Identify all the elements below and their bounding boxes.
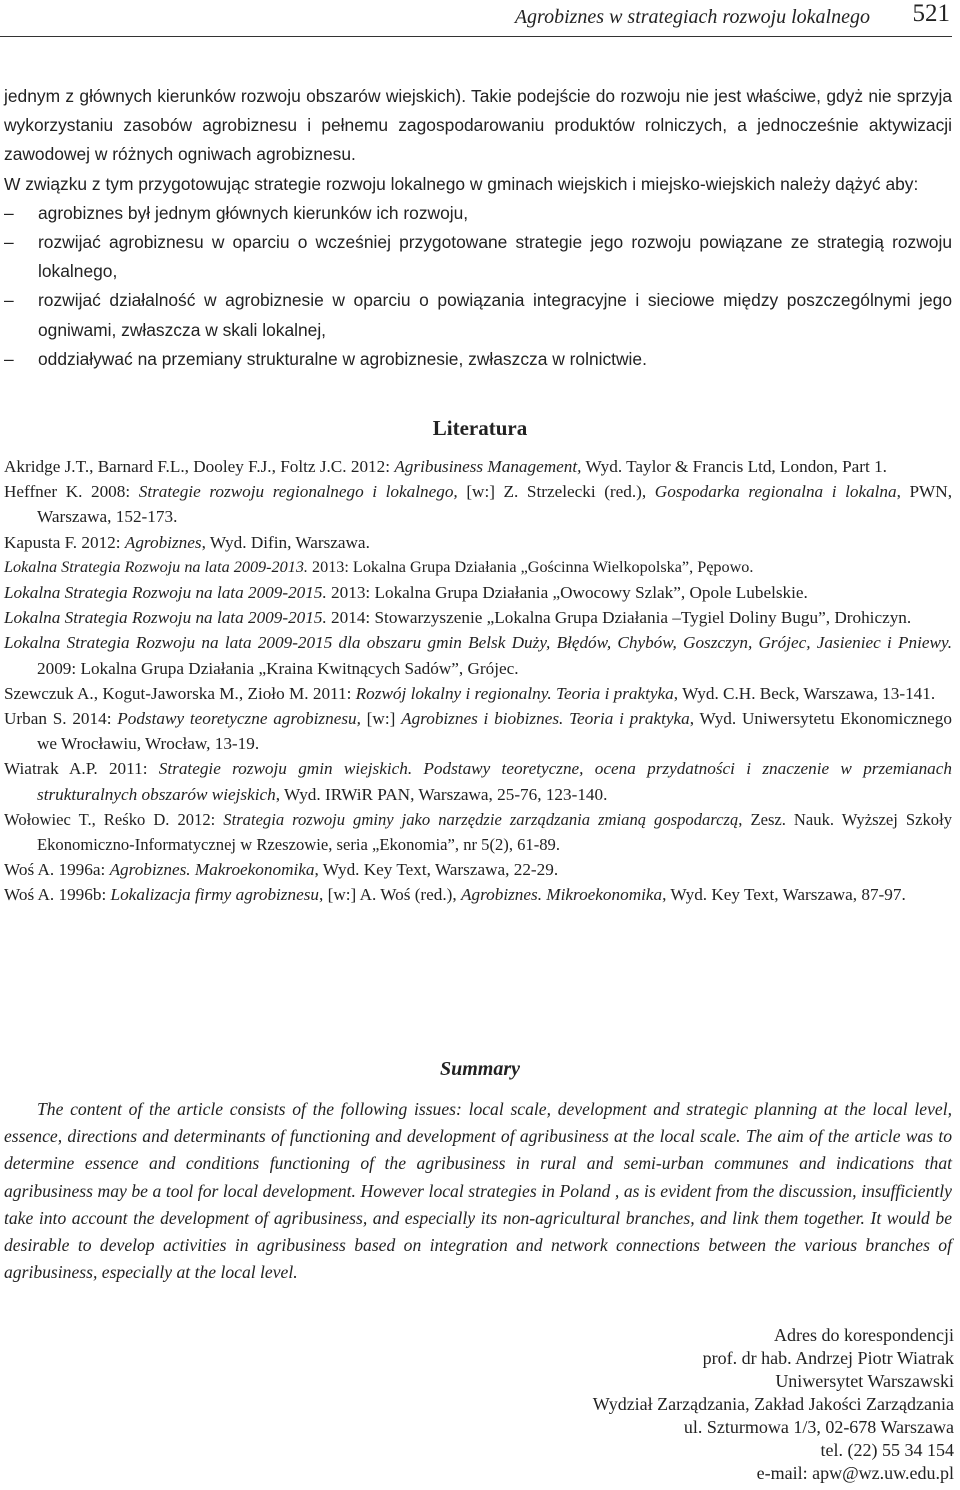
ref-author: Urban S. 2014: — [4, 709, 118, 729]
ref-title: Lokalna Strategia Rozwoju na lata 2009-2013. — [4, 557, 308, 576]
running-title: Agrobiznes w strategiach rozwoju lokalnego — [514, 6, 870, 28]
dash-list — [4, 199, 952, 374]
list-item — [4, 199, 952, 228]
ref-title: Strategie rozwoju regionalnego i lokalnego, — [138, 482, 458, 502]
ref-details: , [w:] A. Woś (red.), — [319, 885, 461, 905]
summary-heading: Summary — [439, 1058, 521, 1080]
summary-text: The content of the article consists of the following issues: local scale, development and strategic planning at the local level, essence, directions and determinants of functioning and development of agribusiness at the local scale. The aim of the article was to determine essence and conditions functioning of the agribusiness in rural and semi-urban communes and indications that agribusiness may be a tool for local development. However local strategies in Poland , as is evident from the discussion, insufficiently take into account the development of agribusiness, and especially its non-agricultural branches, and link them together. It would be desirable to develop activities in agribusiness based on integration and network connections between the various branches of agribusiness, especially at the local level. — [4, 1099, 952, 1283]
reference-list — [4, 454, 952, 908]
ref-details: 2009: Lokalna Grupa Działania „Kraina Kwitnących Sadów”, Grójec. — [37, 658, 519, 678]
ref-title: Strategia rozwoju gminy jako narzędzie zarządzania zmianą gospodarczą — [223, 809, 739, 829]
list-item-text: agrobiznes był jednym głównych kierunków ich rozwoju, — [38, 202, 469, 223]
ref-details: [w:] Z. Strzelecki (red.), — [457, 482, 655, 502]
email: e-mail: apw@wz.uw.edu.pl — [756, 1463, 954, 1483]
ref-title: Lokalna Strategia Rozwoju na lata 2009-2015. — [4, 583, 327, 603]
list-item — [4, 228, 952, 286]
street-address: ul. Szturmowa 1/3, 02-678 Warszawa — [683, 1417, 954, 1437]
reference-item — [4, 681, 952, 706]
reference-item — [4, 479, 952, 529]
ref-details: 2014: Stowarzyszenie „Lokalna Grupa Działania –Tygiel Doliny Bugu”, Drohiczyn. — [326, 608, 912, 628]
ref-source: Gospodarka regionalna i lokalna — [654, 482, 897, 502]
body-text — [4, 82, 952, 374]
ref-details: , Wyd. IRWiR PAN, Warszawa, 25-76, 123-140. — [275, 784, 608, 804]
dash-bullet: – — [4, 348, 14, 369]
reference-item — [4, 756, 952, 806]
ref-source: Agrobiznes i biobiznes. Teoria i praktyka — [401, 709, 690, 729]
list-item-text: rozwijać agrobiznesu w oparciu o wcześniej przygotowane strategie jego rozwoju powiązane ze strategią rozwoju lokalnego, — [38, 232, 952, 282]
ref-title: Agribusiness Management, — [394, 457, 582, 476]
list-item-text: oddziaływać na przemiany strukturalne w agrobiznesie, zwłaszcza w rolnictwie. — [38, 348, 647, 369]
ref-author: Woś A. 1996b: — [4, 885, 111, 905]
list-item — [4, 286, 952, 344]
phone: tel. (22) 55 34 154 — [820, 1440, 954, 1460]
ref-details: Wyd. Taylor & Francis Ltd, London, Part 1. — [581, 457, 887, 476]
ref-title: Lokalna Strategia Rozwoju na lata 2009-2015 dla obszaru gmin Belsk Duży, Błędów, Chybów, Goszczyn, Grójec, Jasieniec i Pniewy. — [4, 633, 952, 653]
ref-author: Heffner K. 2008: — [4, 482, 139, 502]
list-item-text: rozwijać działalność w agrobiznesie w oparciu o powiązania integracyjne i sieciowe między poszczególnymi jego ogniwami, zwłaszcza w skali lokalnej, — [38, 290, 952, 340]
dash-bullet: – — [4, 202, 14, 223]
ref-author: Kapusta F. 2012: — [4, 532, 125, 552]
reference-item — [4, 605, 952, 630]
ref-details: , Wyd. C.H. Beck, Warszawa, 13-141. — [673, 683, 936, 703]
reference-item — [4, 555, 952, 580]
paragraph: W związku z tym przygotowując strategie rozwoju lokalnego w gminach wiejskich i miejsko-wiejskich należy dążyć aby: — [4, 173, 919, 194]
ref-details: , Wyd. Difin, Warszawa. — [201, 532, 370, 552]
university: Uniwersytet Warszawski — [775, 1371, 954, 1391]
department: Wydział Zarządzania, Zakład Jakości Zarządzania — [592, 1394, 954, 1414]
reference-item — [4, 630, 952, 680]
literature-heading: Literatura — [432, 416, 528, 440]
ref-title: Agrobiznes. Makroekonomika — [109, 860, 315, 880]
ref-title: Lokalna Strategia Rozwoju na lata 2009-2015. — [4, 608, 327, 628]
dash-bullet: – — [4, 232, 14, 253]
reference-item — [4, 857, 952, 882]
ref-author: Szewczuk A., Kogut-Jaworska M., Zioło M. 2011: — [4, 683, 356, 703]
dash-bullet: – — [4, 290, 14, 311]
ref-details: [w:] — [360, 709, 402, 729]
ref-author: Wiatrak A.P. 2011: — [4, 759, 159, 779]
ref-title: Rozwój lokalny i regionalny. Teoria i praktyka — [355, 683, 674, 703]
reference-item — [4, 882, 952, 907]
reference-item — [4, 454, 952, 479]
reference-item — [4, 706, 952, 756]
ref-author: Woś A. 1996a: — [4, 860, 110, 880]
ref-details: , Wyd. Key Text, Warszawa, 22-29. — [314, 860, 559, 880]
ref-title: Lokalizacja firmy agrobiznesu — [110, 885, 320, 905]
list-item — [4, 345, 952, 374]
reference-item — [4, 530, 952, 555]
author-name: prof. dr hab. Andrzej Piotr Wiatrak — [702, 1348, 954, 1368]
ref-publisher: , Wyd. Uniwersytetu Ekonomicznego we Wrocławiu, Wrocław, 13-19. — [37, 709, 952, 754]
paragraph: jednym z głównych kierunków rozwoju obszarów wiejskich). Takie podejście do rozwoju nie jest właściwe, gdyż nie sprzyja wykorzystaniu zasobów agrobiznesu i pełnemu zagospodarowaniu produktów rolniczych, a jednocześnie aktywizacji zawodowej w różnych ogniwach agrobiznesu. — [4, 86, 952, 165]
ref-author: Akridge J.T., Barnard F.L., Dooley F.J., Foltz J.C. 2012: — [4, 457, 395, 476]
ref-title: Podstawy teoretyczne agrobiznesu, — [117, 709, 361, 729]
ref-publisher: , Wyd. Key Text, Warszawa, 87-97. — [662, 885, 906, 905]
ref-details: 2013: Lokalna Grupa Działania „Gościnna Wielkopolska”, Pępowo. — [307, 557, 754, 576]
ref-publisher: , PWN, Warszawa, 152-173. — [37, 482, 952, 527]
ref-details: , Zesz. Nauk. Wyższej Szkoły Ekonomiczno-Informatycznej w Rzeszowie, seria „Ekonomia”, nr 5(2), 61-89. — [37, 809, 952, 855]
ref-source: Agrobiznes. Mikroekonomika — [461, 885, 663, 905]
page-number: 521 — [912, 0, 950, 27]
reference-item — [4, 807, 952, 857]
ref-title: Agrobiznes — [124, 532, 202, 552]
address-label: Adres do korespondencji — [774, 1325, 954, 1345]
ref-title: Strategie rozwoju gmin wiejskich. Podstawy teoretyczne, ocena przydatności i znaczenie w przemianach strukturalnych obszarów wiejskich — [37, 759, 952, 804]
ref-author: Wołowiec T., Reśko D. 2012: — [4, 809, 224, 829]
reference-item — [4, 580, 952, 605]
correspondence-address — [593, 1324, 954, 1485]
ref-details: 2013: Lokalna Grupa Działania „Owocowy Szlak”, Opole Lubelskie. — [326, 583, 808, 603]
running-header — [0, 0, 952, 37]
